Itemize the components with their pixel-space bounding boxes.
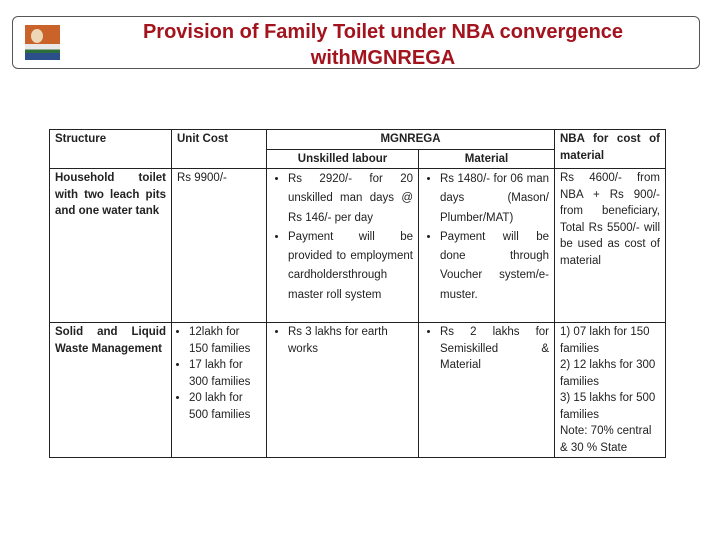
list-item: 2) 12 lakhs for 300 families bbox=[560, 359, 656, 388]
list-item: 3) 15 lakhs for 500 families bbox=[560, 392, 656, 421]
list-item: Note: 70% central & 30 % State bbox=[560, 425, 652, 454]
structure-cell: Solid and Liquid Waste Management bbox=[50, 323, 172, 458]
unskilled-cell bbox=[267, 169, 419, 323]
nba-cell bbox=[555, 323, 666, 458]
structure-cell: Household toilet with two leach pits and one water tank bbox=[50, 169, 172, 323]
list-item: • 17 lakh for 300 families bbox=[189, 357, 261, 390]
header-mgnrega: MGNREGA bbox=[267, 130, 555, 150]
logo bbox=[25, 25, 60, 60]
header-unskilled: Unskilled labour bbox=[267, 149, 419, 169]
table-row bbox=[50, 323, 666, 458]
header-unit-cost: Unit Cost bbox=[172, 130, 267, 169]
list-item: • Rs 2 lakhs for Semiskilled & Material bbox=[440, 324, 549, 374]
list-item: 1) 07 lakh for 150 families bbox=[560, 326, 650, 355]
table-row bbox=[50, 169, 666, 323]
header-material: Material bbox=[419, 149, 555, 169]
title-line-2: withMGNREGA bbox=[310, 47, 456, 69]
header-structure: Structure bbox=[50, 130, 172, 169]
material-cell bbox=[419, 169, 555, 323]
title-line-1: Provision of Family Toilet under NBA convergence bbox=[142, 21, 624, 43]
list-item: • Rs 3 lakhs for earth works bbox=[288, 324, 413, 357]
list-item: • Rs 2920/- for 20 unskilled man days @ Rs 146/- per day bbox=[288, 170, 413, 228]
unskilled-cell bbox=[267, 323, 419, 458]
material-cell bbox=[419, 323, 555, 458]
list-item: • 12lakh for 150 families bbox=[189, 324, 261, 357]
page-title bbox=[93, 19, 673, 71]
nba-cell: Rs 4600/- from NBA + Rs 900/- from beneficiary, Total Rs 5500/- will be used as cost of material bbox=[555, 169, 666, 323]
unit-cost-cell: Rs 9900/- bbox=[172, 169, 267, 323]
unit-cost-cell bbox=[172, 323, 267, 458]
header-nba: NBA for cost of material bbox=[555, 130, 666, 169]
list-item: • Rs 1480/- for 06 man days (Mason/ Plumber/MAT) bbox=[440, 170, 549, 228]
list-item: • Payment will be provided to employment cardholdersthrough master roll system bbox=[288, 228, 413, 305]
list-item: • 20 lakh for 500 families bbox=[189, 390, 261, 423]
list-item: • Payment will be done through Voucher system/e-muster. bbox=[440, 228, 549, 305]
title-banner bbox=[12, 16, 700, 69]
cost-table bbox=[49, 129, 666, 458]
